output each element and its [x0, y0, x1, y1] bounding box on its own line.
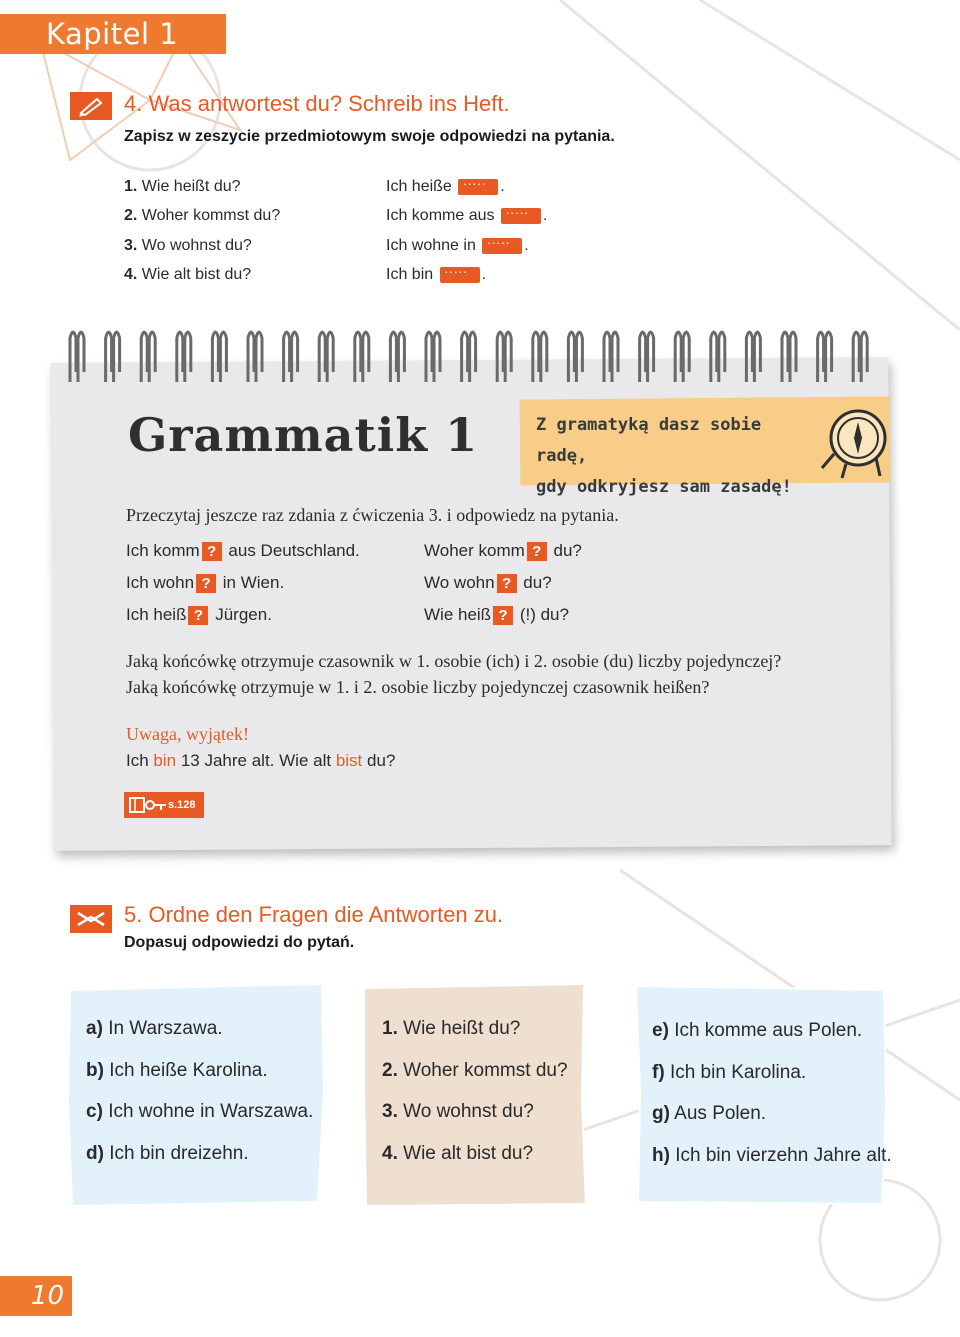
ending-marker: ?	[202, 542, 222, 561]
sentence-stem: Woher komm	[424, 541, 525, 560]
ring	[70, 332, 84, 382]
exercise-4-row	[124, 172, 547, 202]
item-text: Ich bin Karolina.	[669, 1062, 807, 1083]
notebook-rings	[66, 322, 886, 392]
grammar-question-1: Jaką końcówkę otrzymuje czasownik w 1. osobie (ich) i 2. osobie (du) liczby pojedynczej?	[126, 651, 782, 671]
grammar-sentence	[424, 541, 582, 561]
grammar-sentence	[424, 605, 569, 625]
answer-start: Ich komme aus	[386, 207, 495, 225]
exercise-4-subtitle: Zapisz w zeszycie przedmiotowym swoje odpowiedzi na pytania.	[124, 128, 615, 145]
item-label: 4.	[382, 1143, 398, 1164]
answer-card-right	[634, 982, 888, 1208]
exercise-4-row	[124, 231, 547, 261]
grammar-title: Grammatik 1	[128, 408, 479, 462]
item-label: d)	[86, 1143, 104, 1164]
answer-gap	[458, 179, 498, 195]
sentence-rest: aus Deutschland.	[228, 541, 360, 560]
item-label: 3.	[382, 1101, 398, 1122]
item-text: Ich bin vierzehn Jahre alt.	[675, 1145, 892, 1166]
hint-line-2: gdy odkryjesz sam zasadę!	[536, 477, 792, 497]
sentence-stem: Ich heiß	[126, 605, 187, 624]
question: Wo wohnst du?	[141, 236, 252, 254]
sentence-rest: du?	[553, 541, 582, 560]
ring	[604, 332, 618, 382]
sentence-stem: Wie heiß	[424, 605, 492, 624]
answer-gap	[440, 267, 480, 283]
question: Wie heißt du?	[141, 177, 241, 195]
sentence-stem: Wo wohn	[424, 573, 495, 592]
ring	[568, 332, 582, 382]
highlight-bist: bist	[335, 751, 363, 770]
pencil-icon	[70, 92, 112, 120]
example-text: Ich	[126, 751, 149, 770]
grammar-sentence	[126, 605, 272, 625]
answer-end: .	[542, 207, 548, 225]
sentence-rest: Jürgen.	[215, 605, 272, 624]
row-number: 1.	[124, 177, 138, 195]
ending-marker: ?	[493, 606, 513, 625]
question-item	[382, 1060, 568, 1082]
ring	[533, 332, 547, 382]
question: Woher kommst du?	[141, 207, 281, 225]
page-reference-badge	[124, 792, 204, 818]
ring	[212, 332, 226, 382]
connect-icon	[70, 905, 112, 933]
grammar-sentence	[126, 541, 360, 561]
question: Wie alt bist du?	[141, 266, 252, 284]
ring	[462, 332, 476, 382]
item-label: g)	[652, 1103, 670, 1124]
answer-item	[652, 1145, 892, 1167]
answer-end: .	[481, 266, 487, 284]
exception-warning: Uwaga, wyjątek!	[126, 724, 249, 744]
ring	[497, 332, 511, 382]
ring	[355, 332, 369, 382]
ring	[853, 332, 867, 382]
ring	[319, 332, 333, 382]
grammar-sentence	[126, 573, 284, 593]
ring	[675, 332, 689, 382]
exercise-4-title: 4. Was antwortest du? Schreib ins Heft.	[124, 91, 510, 116]
item-label: 1.	[382, 1018, 398, 1039]
exception-example	[126, 751, 395, 771]
ring	[106, 332, 120, 382]
item-label: 2.	[382, 1060, 398, 1081]
sentence-stem: Ich wohn	[126, 573, 195, 592]
ring	[746, 332, 760, 382]
question-card	[362, 982, 588, 1208]
ring	[177, 332, 191, 382]
answer-item	[86, 1101, 313, 1123]
exercise-5-title: 5. Ordne den Fragen die Antworten zu.	[124, 902, 504, 927]
exercise-5-subtitle: Dopasuj odpowiedzi do pytań.	[124, 934, 355, 951]
row-number: 2.	[124, 207, 138, 225]
answer-start: Ich bin	[386, 266, 434, 284]
ring	[640, 332, 654, 382]
grammar-sentence	[424, 573, 552, 593]
exercise-4-list	[124, 172, 547, 290]
item-text: Ich wohne in Warszawa.	[108, 1101, 314, 1122]
ending-marker: ?	[497, 574, 517, 593]
answer-gap	[501, 208, 541, 224]
highlight-bin: bin	[153, 751, 177, 770]
sentence-stem: Ich komm	[126, 541, 200, 560]
compass-mascot-icon	[816, 404, 892, 482]
ending-marker: ?	[196, 574, 216, 593]
ring	[390, 332, 404, 382]
answer-item	[652, 1103, 766, 1125]
question-item	[382, 1018, 520, 1040]
page-number: 10	[0, 1276, 72, 1316]
ring	[284, 332, 298, 382]
sentence-rest: du?	[523, 573, 552, 592]
item-text: Wie heißt du?	[403, 1018, 521, 1039]
item-text: Ich komme aus Polen.	[674, 1020, 863, 1041]
item-label: a)	[86, 1018, 103, 1039]
answer-end: .	[524, 236, 529, 254]
row-number: 3.	[124, 236, 138, 254]
answer-item	[652, 1020, 862, 1042]
ending-marker: ?	[188, 606, 208, 625]
answer-item	[86, 1060, 268, 1082]
item-label: b)	[86, 1060, 104, 1081]
item-label: c)	[86, 1101, 103, 1122]
item-text: Wie alt bist du?	[403, 1143, 534, 1164]
item-text: Wo wohnst du?	[403, 1101, 534, 1122]
exercise-4-row	[124, 202, 547, 232]
item-label: e)	[652, 1020, 669, 1041]
item-text: In Warszawa.	[108, 1018, 223, 1039]
ring	[782, 332, 796, 382]
item-text: Ich bin dreizehn.	[109, 1143, 249, 1164]
example-text: du?	[367, 751, 396, 770]
hint-text	[536, 410, 816, 503]
item-label: h)	[652, 1145, 670, 1166]
ending-marker: ?	[527, 542, 547, 561]
sentence-rest: (!) du?	[519, 605, 569, 624]
answer-card-left	[66, 982, 328, 1208]
book-key-icon	[128, 795, 168, 815]
ring	[141, 332, 155, 382]
chapter-tab: Kapitel 1	[0, 14, 226, 54]
answer-gap	[482, 238, 522, 254]
answer-item	[86, 1018, 223, 1040]
page-reference: s.128	[168, 799, 196, 811]
item-text: Ich heiße Karolina.	[109, 1060, 268, 1081]
question-item	[382, 1143, 533, 1165]
hint-line-1: Z gramatyką dasz sobie radę,	[536, 415, 762, 466]
question-item	[382, 1101, 534, 1123]
row-number: 4.	[124, 266, 138, 284]
ring	[711, 332, 725, 382]
item-text: Woher kommst du?	[403, 1060, 568, 1081]
sentence-rest: in Wien.	[222, 573, 285, 592]
answer-start: Ich wohne in	[386, 236, 476, 254]
answer-start: Ich heiße	[386, 177, 452, 195]
exercise-4-row	[124, 261, 547, 291]
item-text: Aus Polen.	[674, 1103, 767, 1124]
answer-item	[652, 1062, 806, 1084]
answer-end: .	[500, 177, 505, 195]
grammar-instruction: Przeczytaj jeszcze raz zdania z ćwiczenia 3. i odpowiedz na pytania.	[126, 505, 619, 525]
item-label: f)	[652, 1062, 665, 1083]
ring	[248, 332, 262, 382]
ring	[818, 332, 832, 382]
example-text: 13 Jahre alt. Wie alt	[180, 751, 332, 770]
grammar-question-2: Jaką końcówkę otrzymuje w 1. i 2. osobie liczby pojedynczej czasownik heißen?	[126, 677, 710, 697]
answer-item	[86, 1143, 249, 1165]
ring	[426, 332, 440, 382]
